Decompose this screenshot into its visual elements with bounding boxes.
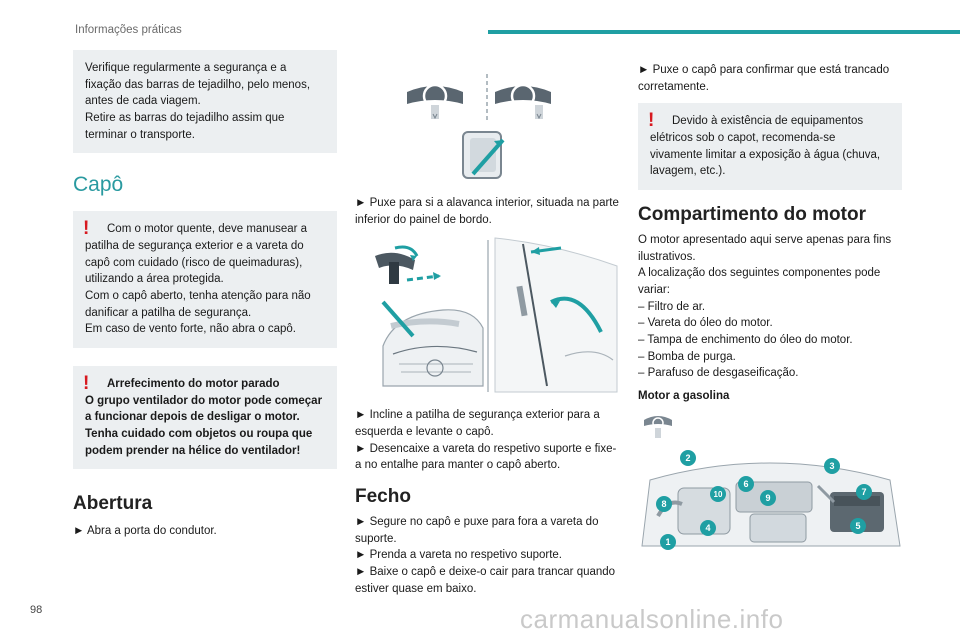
warning-line: Tenha cuidado com objetos ou roupa que podem prender na hélice do ventilador!: [85, 428, 313, 457]
section-title-abertura: Abertura: [73, 493, 153, 515]
section-title-fecho: Fecho: [355, 486, 411, 508]
running-header: Informações práticas: [75, 24, 182, 36]
component-marker-5: 5: [855, 521, 861, 532]
engine-compartment-diagram: [638, 406, 902, 550]
header-accent-bar: [488, 30, 960, 34]
list-item: – Bomba de purga.: [638, 350, 736, 363]
steering-wheel-lhd-icon: [407, 85, 463, 119]
step-tilt-catch: ► Incline a patilha de segurança exterior para a esquerda e levante o capô.: [355, 409, 600, 439]
roof-bars-notice: [73, 50, 337, 153]
component-marker-8: 8: [661, 499, 667, 510]
step-close: ► Baixe o capô e deixe-o cair para trancar quando estiver quase em baixo.: [355, 566, 616, 595]
watermark: carmanualsonline.info: [520, 604, 784, 634]
section-title-engine: Compartimento do motor: [638, 204, 866, 226]
component-marker-4: 4: [705, 523, 711, 534]
warning-line: Com o capô aberto, tenha atenção para não danificar a patilha de segurança.: [85, 290, 311, 319]
list-item: – Filtro de ar.: [638, 300, 706, 313]
step-close: ► Segure no capô e puxe para fora a vareta do suporte.: [355, 516, 599, 545]
component-list: [638, 299, 902, 382]
section-title-capo: Capô: [73, 173, 124, 197]
component-marker-2: 2: [685, 453, 691, 464]
component-marker-9: 9: [765, 493, 771, 504]
list-item: – Tampa de enchimento do óleo do motor.: [638, 334, 853, 347]
page-number: 98: [30, 604, 43, 616]
component-marker-10: 10: [713, 490, 723, 500]
column-left: [73, 50, 337, 540]
warning-line: Arrefecimento do motor parado: [107, 378, 280, 391]
engine-intro-line: O motor apresentado aqui serve apenas para fins ilustrativos.: [638, 234, 892, 263]
open-hood-illustration: [355, 236, 620, 396]
warning-box-water: [638, 103, 902, 190]
list-item: – Parafuso de desgaseificação.: [638, 367, 799, 380]
warning-exclamation-icon: !: [83, 218, 90, 240]
component-marker-1: 1: [665, 537, 671, 548]
roof-notice-line: Verifique regularmente a segurança e a fixação das barras de tejadilho, pelo menos, antes de cada viagem.: [85, 62, 311, 108]
steering-wheel-rhd-icon: [495, 85, 551, 119]
column-middle: [355, 50, 620, 597]
warning-line: O grupo ventilador do motor pode começar a funcionar depois de desligar o motor.: [85, 394, 323, 424]
list-item: – Vareta do óleo do motor.: [638, 317, 773, 330]
step-confirm-lock: ► Puxe o capô para confirmar que está trancado corretamente.: [638, 64, 890, 93]
component-marker-3: 3: [829, 461, 835, 472]
subsection-title-petrol: Motor a gasolina: [638, 390, 730, 403]
warning-line: Devido à existência de equipamentos elétricos sob o capot, recomenda-se vivamente limitar a exposição à água (chuva, lavagem, etc.).: [650, 115, 881, 178]
warning-exclamation-icon: !: [648, 110, 655, 132]
release-lever-icon: [463, 132, 503, 178]
step-close: ► Prenda a vareta no respetivo suporte.: [355, 549, 562, 562]
steering-wheel-small-icon: [644, 416, 672, 438]
warning-exclamation-icon: !: [83, 373, 90, 395]
warning-box-fan: [73, 366, 337, 469]
hood-prop-rod-icon: [495, 238, 617, 392]
engine-intro-line: A localização dos seguintes componentes pode variar:: [638, 267, 881, 297]
column-right: [638, 50, 902, 555]
step-open-door: ► Abra a porta do condutor.: [73, 525, 217, 538]
component-marker-7: 7: [861, 487, 867, 498]
warning-line: Em caso de vento forte, não abra o capô.: [85, 323, 296, 336]
component-marker-6: 6: [743, 479, 749, 490]
step-pull-lever: ► Puxe para si a alavanca interior, situada na parte inferior do painel de bordo.: [355, 197, 619, 226]
hood-lever-illustration: [355, 50, 620, 180]
roof-notice-line: Retire as barras do tejadilho assim que terminar o transporte.: [85, 112, 285, 141]
warning-line: Com o motor quente, deve manusear a patilha de segurança exterior e a vareta do capô com cuidado (risco de queimaduras), utilizando a área protegida.: [85, 223, 308, 286]
step-fix-rod: ► Desencaixe a vareta do respetivo suporte e fixe-a no entalhe para manter o capô aberto.: [355, 442, 617, 472]
warning-box-hot-engine: [73, 211, 337, 348]
